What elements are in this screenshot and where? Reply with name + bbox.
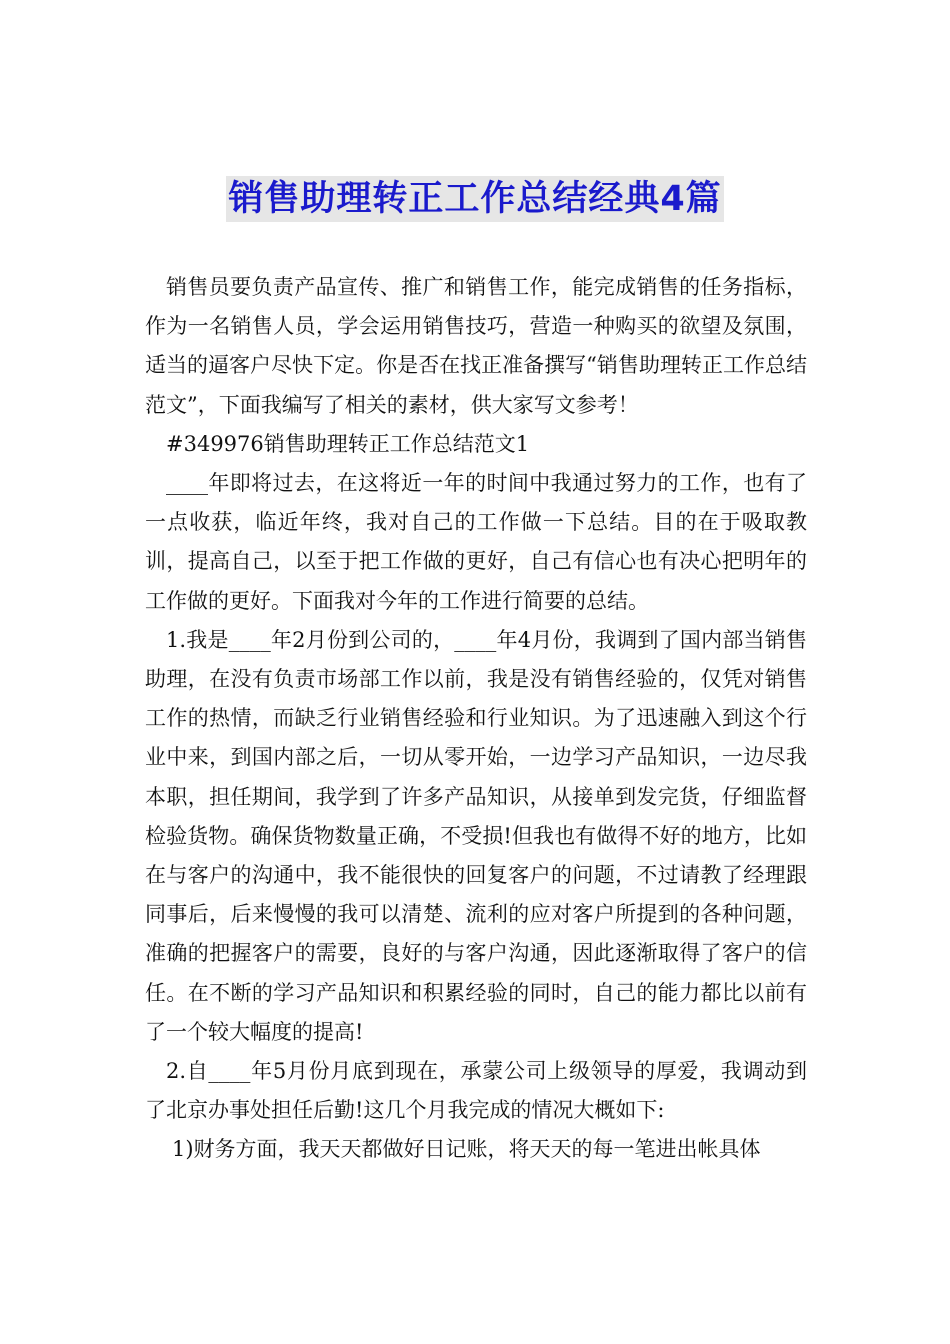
document-body [145, 268, 807, 1170]
list-paragraph: 1)财务方面，我天天都做好日记账，将天天的每一笔进出帐具体 [172, 1137, 761, 1162]
body-paragraph: 1.我是____年2月份到公司的，____年4月份，我调到了国内部当销售助理，在没有负责市场部工作以前，我是没有销售经验的，仅凭对销售工作的热情，而缺乏行业销售经验和行业知识。为了迅速融入到这个行业中来，到国内部之后，一切从零开始，一边学习产品知识，一边尽我本职，担任期间，我学到了许多产品知识，从接单到发完货，仔细监督检验货物。确保货物数量正确，不受损!但我也有做得不好的地方，比如在与客户的沟通中，我不能很快的回复客户的问题，不过请教了经理跟同事后，后来慢慢的我可以清楚、流利的应对客户所提到的各种问题，准确的把握客户的需要，良好的与客户沟通，因此逐渐取得了客户的信任。在不断的学习产品知识和积累经验的同时，自己的能力都比以前有了一个较大幅度的提高! [145, 627, 807, 1044]
document-title: 销售助理转正工作总结经典4篇 [226, 176, 723, 222]
body-paragraph: ____年即将过去，在这将近一年的时间中我通过努力的工作，也有了一点收获，临近年终，我对自己的工作做一下总结。目的在于吸取教训，提高自己，以至于把工作做的更好，自己有信心也有决心把明年的工作做的更好。下面我对今年的工作进行简要的总结。 [145, 471, 807, 613]
section-heading: #349976销售助理转正工作总结范文1 [166, 431, 530, 456]
title-container [0, 176, 950, 222]
body-paragraph: 2.自____年5月份月底到现在，承蒙公司上级领导的厚爱，我调动到了北京办事处担任后勤!这几个月我完成的情况大概如下: [145, 1059, 807, 1123]
intro-paragraph: 销售员要负责产品宣传、推广和销售工作，能完成销售的任务指标，作为一名销售人员，学会运用销售技巧，营造一种购买的欲望及氛围，适当的逼客户尽快下定。你是否在找正准备撰写“销售助理转正工作总结范文”，下面我编写了相关的素材，供大家写文参考！ [145, 275, 807, 417]
